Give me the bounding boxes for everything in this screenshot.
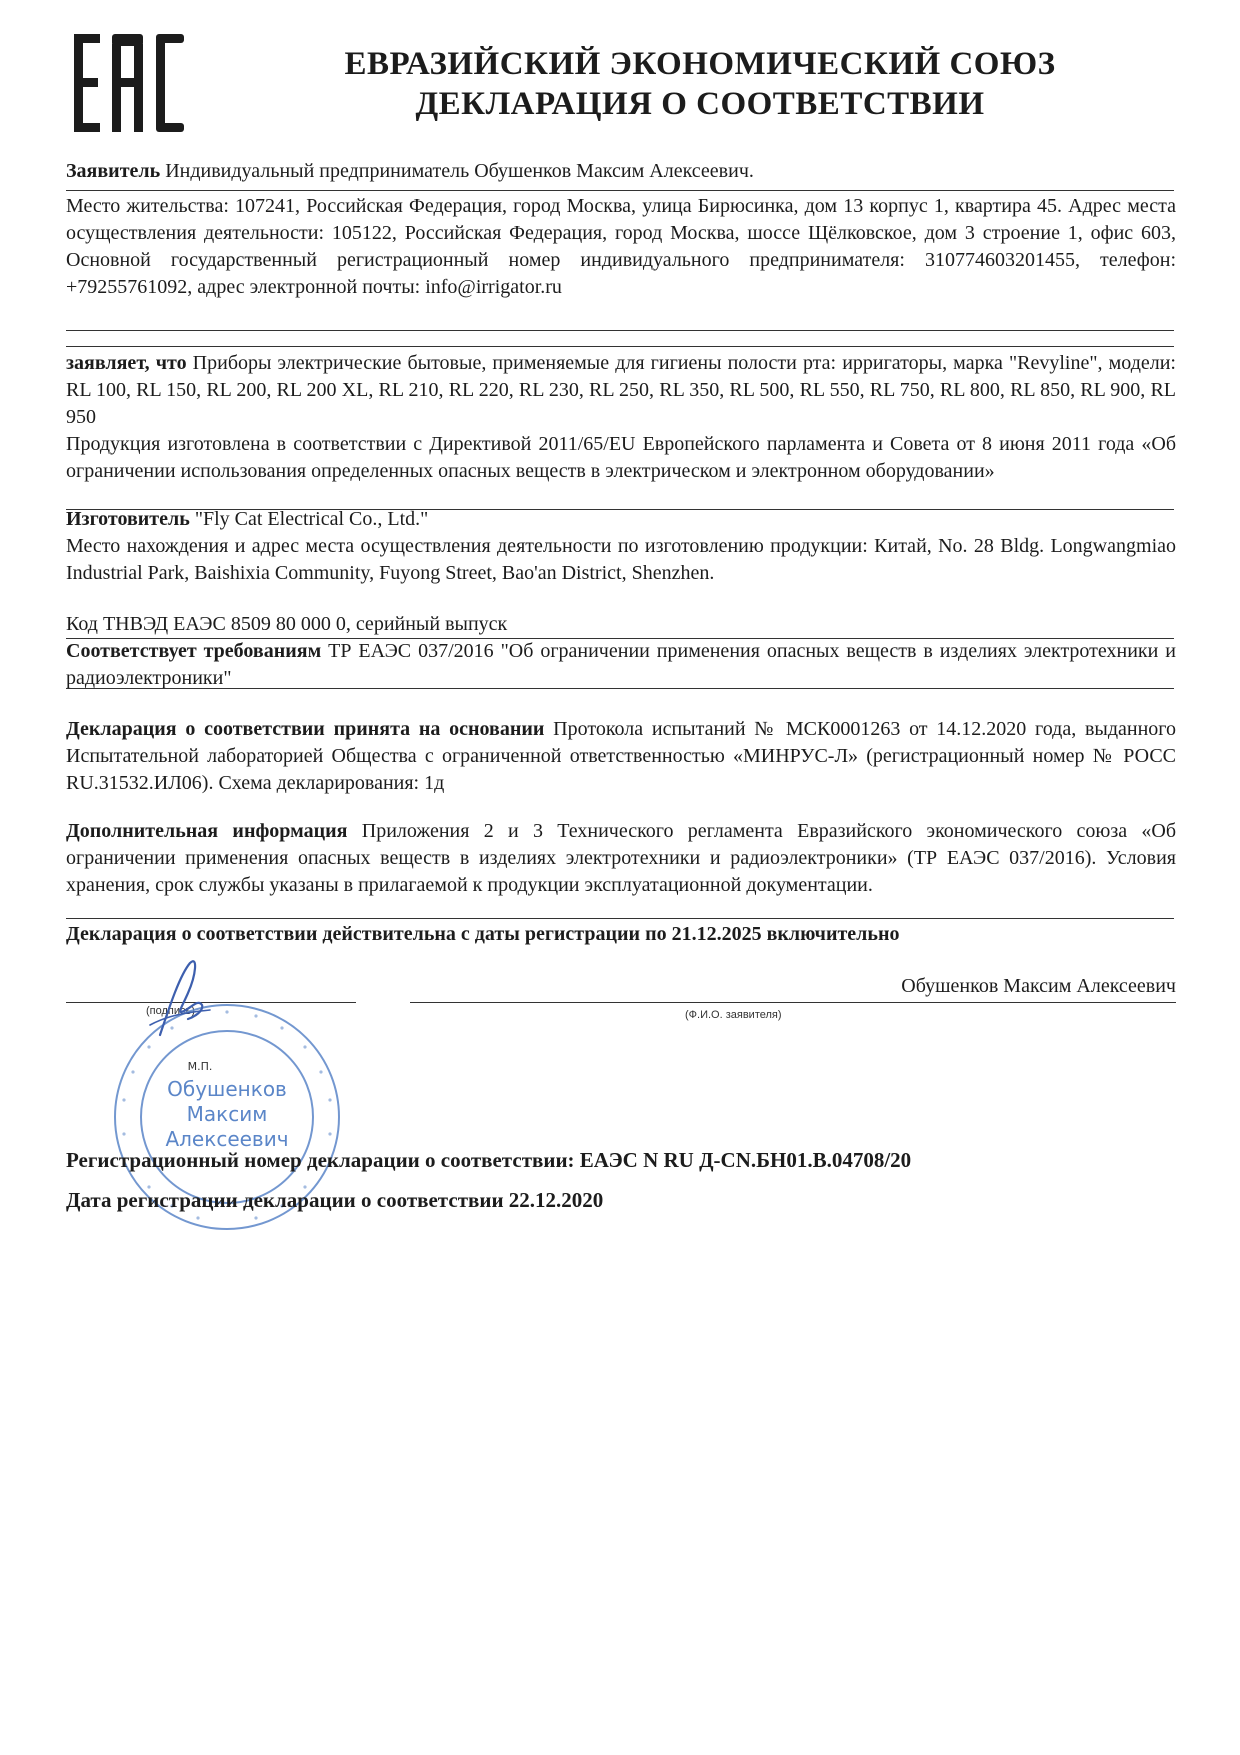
divider bbox=[66, 918, 1174, 919]
additional-label: Дополнительная информация bbox=[66, 820, 348, 842]
applicant-label: Заявитель bbox=[66, 160, 161, 182]
additional-section bbox=[66, 818, 1176, 899]
conforms-label: Соответствует требованиям bbox=[66, 640, 322, 662]
applicant-address-text: Место жительства: 107241, Российская Федерация, город Москва, улица Бирюсинка, дом 13 корпус 1, квартира 45. Адрес места осуществления деятельности: 105122, Российская Федерация, город Москва, шоссе Щёлковское, дом 3 строение 1, офис 603, Основной государственный регистрационный номер индивидуального предпринимателя: 310774603201455, телефон: +79255761092, адрес электронной почты: info@irrigator.ru bbox=[66, 195, 1176, 298]
eac-logo-mark bbox=[74, 34, 184, 132]
basis-label: Декларация о соответствии принята на основании bbox=[66, 718, 545, 740]
directive-text: Продукция изготовлена в соответствии с Директивой 2011/65/EU Европейского парламента и Совета от 8 июня 2011 года «Об ограничении использования определенных опасных веществ в электрическом и электронном оборудовании» bbox=[66, 433, 1176, 482]
manufacturer-address: Место нахождения и адрес места осуществления деятельности по изготовлению продукции: Китай, No. 28 Bldg. Longwangmiao Industrial Park, Baishixia Community, Fuyong Street, Bao'an District, Shenzhen. bbox=[66, 535, 1176, 584]
manufacturer-label: Изготовитель bbox=[66, 508, 190, 530]
manufacturer-name: "Fly Cat Electrical Co., Ltd." bbox=[189, 508, 429, 530]
conforms-text: ТР ЕАЭС 037/2016 "Об ограничении применения опасных веществ в изделиях электротехники и радиоэлектроники" bbox=[66, 640, 1176, 689]
handwritten-signature bbox=[140, 955, 230, 1045]
eac-logo bbox=[74, 34, 184, 132]
name-line bbox=[410, 1002, 1176, 1003]
signature-caption: (подпись) bbox=[146, 1005, 195, 1017]
conforms-section bbox=[66, 638, 1176, 692]
basis-text: Протокола испытаний № МСК0001263 от 14.12.2020 года, выданного Испытательной лабораторией Общества с ограниченной ответственностью «МИНРУС-Л» (регистрационный номер № РОСС RU.31532.ИЛ06). Схема декларирования: 1д bbox=[66, 718, 1176, 794]
validity-line bbox=[66, 921, 1176, 948]
registration-number: Регистрационный номер декларации о соответствии: ЕАЭС N RU Д-CN.БН01.В.04708/20 bbox=[66, 1148, 912, 1172]
divider bbox=[66, 190, 1174, 191]
code-line bbox=[66, 611, 1176, 638]
validity-text: Декларация о соответствии действительна с даты регистрации по 21.12.2025 включительно bbox=[66, 923, 900, 945]
document-title-union: ЕВРАЗИЙСКИЙ ЭКОНОМИЧЕСКИЙ СОЮЗ bbox=[344, 46, 1056, 82]
applicant-signature-name: Обушенков Максим Алексеевич bbox=[901, 975, 1176, 997]
manufacturer-section bbox=[66, 506, 1176, 587]
code-text: Код ТНВЭД ЕАЭС 8509 80 000 0, серийный выпуск bbox=[66, 613, 508, 635]
basis-section bbox=[66, 716, 1176, 797]
document-title-declaration: ДЕКЛАРАЦИЯ О СООТВЕТСТВИИ bbox=[415, 86, 985, 122]
stamp-line-1: Обушенков bbox=[167, 1077, 287, 1101]
divider bbox=[66, 346, 1174, 347]
declares-label: заявляет, что bbox=[66, 352, 187, 374]
additional-text: Приложения 2 и 3 Технического регламента Евразийского экономического союза «Об ограничении применения опасных веществ в изделиях электротехники и радиоэлектроники» (ТР ЕАЭС 037/2016). Условия хранения, срок службы указаны в прилагаемой к продукции эксплуатационной документации. bbox=[66, 820, 1177, 896]
stamp-mp-label: М.П. bbox=[187, 1060, 213, 1073]
stamp-line-2: Максим bbox=[186, 1102, 268, 1126]
stamp-line-3: Алексеевич bbox=[165, 1127, 289, 1151]
applicant-line bbox=[66, 158, 1176, 185]
divider bbox=[66, 330, 1174, 331]
declares-product: Приборы электрические бытовые, применяемые для гигиены полости рта: ирригаторы, марка "Revyline", модели: RL 100, RL 150, RL 200, RL 200 XL, RL 210, RL 220, RL 230, RL 250, RL 350, RL 500, RL 550, RL 750, RL 800, RL 850, RL 900, RL 950 bbox=[66, 352, 1176, 428]
applicant-address bbox=[66, 193, 1176, 301]
declares-section bbox=[66, 350, 1176, 485]
registration-date: Дата регистрации декларации о соответствии 22.12.2020 bbox=[66, 1188, 604, 1212]
divider bbox=[66, 688, 1174, 689]
applicant-name: Индивидуальный предприниматель Обушенков Максим Алексеевич. bbox=[160, 160, 754, 182]
name-caption: (Ф.И.О. заявителя) bbox=[685, 1009, 782, 1021]
